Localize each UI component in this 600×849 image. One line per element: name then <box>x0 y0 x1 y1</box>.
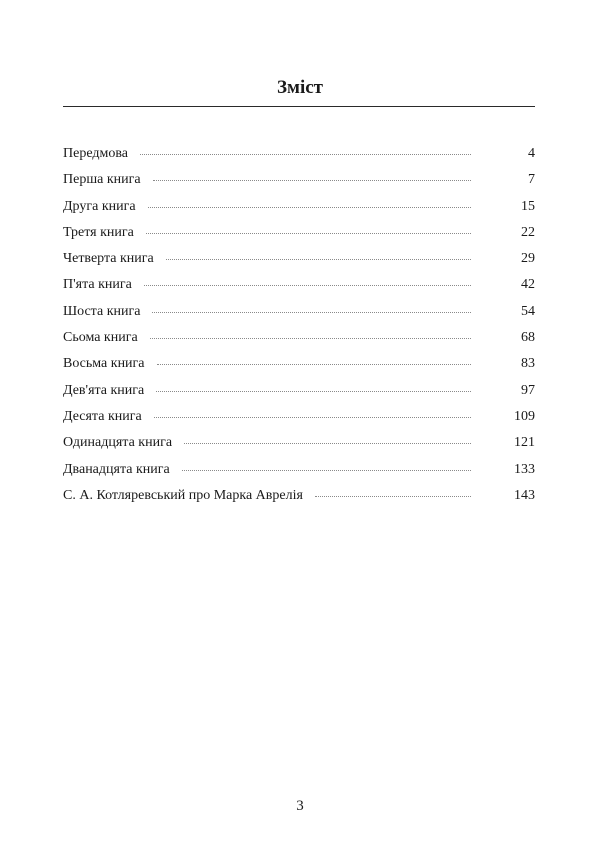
toc-entry-book-3[interactable] <box>63 224 535 250</box>
dot-leader <box>157 364 471 365</box>
dot-leader <box>184 443 471 444</box>
dot-leader <box>146 233 471 234</box>
toc-entry-label: П'ята книга <box>63 277 132 293</box>
dot-leader <box>144 285 471 286</box>
page-title: Зміст <box>276 77 323 98</box>
toc-entry-label: Десята книга <box>63 408 142 424</box>
toc-entry-label: С. А. Котляревський про Марка Аврелія <box>63 487 303 503</box>
dot-leader <box>153 180 471 181</box>
toc-entry-page: 7 <box>528 172 535 188</box>
dot-leader <box>156 391 471 392</box>
toc-entry-book-4[interactable] <box>63 250 535 276</box>
toc-entry-book-7[interactable] <box>63 329 535 355</box>
toc-entry-book-6[interactable] <box>63 303 535 329</box>
toc-entry-page: 29 <box>521 251 535 267</box>
dot-leader <box>150 338 471 339</box>
dot-leader <box>166 259 471 260</box>
toc-entry-afterword[interactable] <box>63 487 535 513</box>
dot-leader <box>315 496 471 497</box>
dot-leader <box>182 470 471 471</box>
toc-entry-book-11[interactable] <box>63 434 535 460</box>
toc-entry-page: 68 <box>521 330 535 346</box>
toc-entry-page: 121 <box>514 435 535 451</box>
toc-entry-page: 133 <box>514 461 535 477</box>
toc-entry-page: 97 <box>521 382 535 398</box>
toc-entry-label: Друга книга <box>63 198 136 214</box>
toc-entry-book-2[interactable] <box>63 198 535 224</box>
toc-entry-book-1[interactable] <box>63 171 535 197</box>
toc-entry-label: Восьма книга <box>63 356 145 372</box>
toc-entry-preface[interactable] <box>63 145 535 171</box>
toc-entry-label: Четверта книга <box>63 251 154 267</box>
toc-entry-page: 143 <box>514 487 535 503</box>
dot-leader <box>140 154 471 155</box>
toc-entry-label: Шоста книга <box>63 303 141 319</box>
toc-entry-label: Дев'ята книга <box>63 382 145 398</box>
toc-entry-book-9[interactable] <box>63 382 535 408</box>
toc-entry-label: Передмова <box>63 146 128 161</box>
toc-entry-page: 54 <box>521 303 535 319</box>
toc-entry-book-10[interactable] <box>63 408 535 434</box>
toc-entry-page: 109 <box>514 408 535 424</box>
title-divider <box>63 106 535 107</box>
toc-entry-book-12[interactable] <box>63 461 535 487</box>
toc-entry-label: Перша книга <box>63 172 141 188</box>
toc-entry-page: 22 <box>521 224 535 240</box>
toc-entry-label: Одинадцята книга <box>63 435 173 451</box>
page-number: 3 <box>296 798 304 814</box>
toc-entry-book-8[interactable] <box>63 355 535 381</box>
toc-entry-page: 42 <box>521 277 535 293</box>
dot-leader <box>152 312 471 313</box>
toc-entry-page: 15 <box>521 198 535 214</box>
dot-leader <box>148 207 471 208</box>
table-of-contents <box>63 145 535 513</box>
toc-entry-label: Дванадцята книга <box>63 461 170 477</box>
toc-entry-page: 4 <box>528 146 535 161</box>
dot-leader <box>154 417 471 418</box>
toc-entry-label: Сьома книга <box>63 330 138 346</box>
toc-entry-page: 83 <box>521 356 535 372</box>
toc-entry-label: Третя книга <box>63 224 134 240</box>
toc-entry-book-5[interactable] <box>63 276 535 302</box>
